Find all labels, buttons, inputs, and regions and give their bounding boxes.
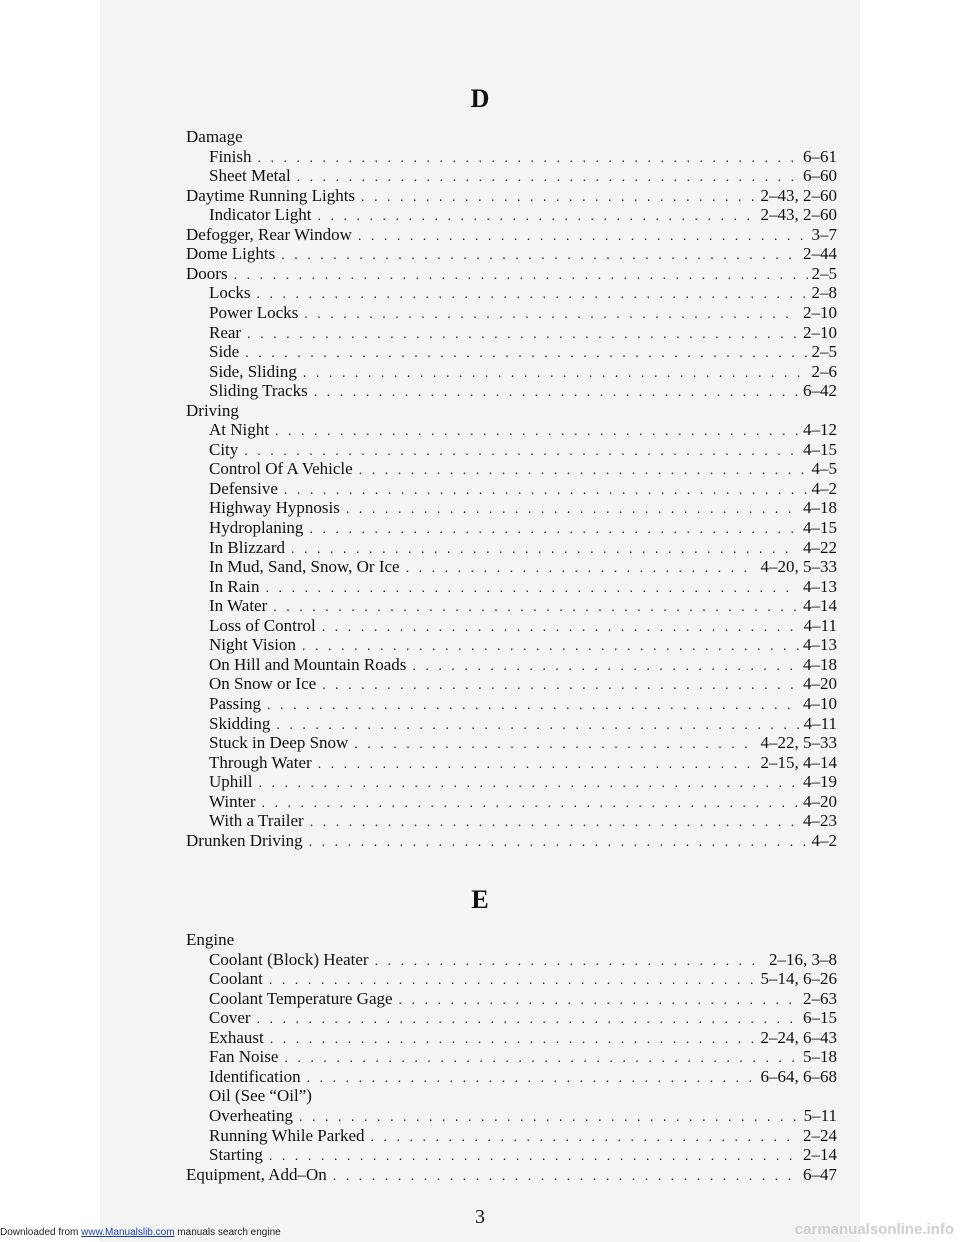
section-letter-e: E	[471, 885, 489, 914]
index-entry	[186, 831, 837, 851]
entry-page-ref: 4–22	[803, 537, 837, 557]
entry-label: With a Trailer	[209, 811, 304, 831]
entry-page-ref: 4–2	[811, 830, 837, 850]
entry-label: Through Water	[209, 752, 312, 772]
entry-label: Starting	[209, 1145, 263, 1165]
entry-label: Indicator Light	[209, 205, 312, 225]
index-entry	[209, 498, 837, 518]
entry-page-ref: 2–6	[811, 361, 837, 381]
entry-page-ref: 6–15	[803, 1008, 837, 1028]
entry-label: Exhaust	[209, 1027, 264, 1047]
index-entry	[209, 303, 837, 323]
entry-label: Oil (See “Oil”)	[209, 1086, 312, 1106]
index-entry	[209, 655, 837, 675]
dot-leader	[309, 833, 808, 853]
entry-page-ref: 2–43, 2–60	[760, 205, 837, 225]
entry-page-ref: 4–15	[803, 518, 837, 537]
entry-page-ref: 4–2	[811, 478, 837, 498]
entry-label: Side, Sliding	[209, 361, 297, 381]
index-entry	[209, 811, 837, 831]
index-entry	[209, 283, 837, 303]
index-entry	[209, 323, 837, 343]
entry-page-ref: 4–20, 5–33	[760, 557, 837, 577]
entry-page-ref: 2–44	[803, 244, 837, 264]
entry-page-ref: 5–18	[803, 1047, 837, 1067]
index-entry	[209, 1008, 837, 1028]
entry-page-ref: 4–5	[811, 459, 837, 479]
entry-page-ref: 3–7	[811, 224, 837, 244]
entry-label: Finish	[209, 146, 252, 166]
entry-page-ref: 6–42	[803, 381, 837, 401]
entry-page-ref: 4–20	[803, 674, 837, 694]
index-entry	[209, 381, 837, 401]
entry-label: In Rain	[209, 576, 260, 596]
entry-label: Fan Noise	[209, 1047, 279, 1067]
index-entry	[209, 518, 837, 538]
entry-label: At Night	[209, 420, 269, 440]
entry-label: Highway Hypnosis	[209, 498, 340, 518]
index-entry	[186, 186, 837, 206]
index-entry	[186, 244, 837, 264]
index-entry	[209, 538, 837, 558]
index-entry	[209, 635, 837, 655]
entry-page-ref: 2–15, 4–14	[760, 752, 837, 772]
entry-page-ref: 2–8	[811, 283, 837, 303]
entry-label: Side	[209, 342, 240, 362]
index-entry	[209, 753, 837, 773]
index-entry	[209, 420, 837, 440]
index-entry	[209, 733, 837, 753]
index-entry	[186, 127, 837, 147]
entry-page-ref: 4–18	[803, 498, 837, 518]
section-letter-d: D	[470, 84, 490, 113]
index-entry	[209, 440, 837, 460]
index-entry	[209, 792, 837, 812]
entry-label: On Hill and Mountain Roads	[209, 654, 407, 674]
entry-page-ref: 2–24	[803, 1125, 837, 1145]
page-number: 3	[475, 1206, 485, 1228]
entry-label: Coolant Temperature Gage	[209, 988, 393, 1008]
entry-page-ref: 6–61	[803, 146, 837, 166]
index-entry	[209, 1047, 837, 1067]
index-entry	[209, 674, 837, 694]
entry-label: Running While Parked	[209, 1125, 365, 1145]
entry-page-ref: 2–24, 6–43	[760, 1027, 837, 1047]
entry-page-ref: 2–5	[811, 263, 837, 283]
entry-label: Hydroplaning	[209, 518, 304, 537]
download-footer	[0, 1227, 281, 1238]
index-entry	[209, 557, 837, 577]
watermark: carmanualsonline.info	[794, 1221, 954, 1238]
entry-label: Driving	[186, 400, 239, 420]
entry-page-ref: 4–22, 5–33	[760, 733, 837, 753]
entry-page-ref: 5–14, 6–26	[760, 969, 837, 989]
entry-label: Sheet Metal	[209, 166, 291, 186]
entry-page-ref: 4–13	[803, 635, 837, 655]
entry-page-ref: 2–63	[803, 988, 837, 1008]
entry-label: Identification	[209, 1066, 301, 1086]
entry-page-ref: 6–64, 6–68	[760, 1066, 837, 1086]
entry-label: Rear	[209, 322, 242, 342]
manualslib-link[interactable]: www.Manualslib.com	[81, 1227, 175, 1238]
entry-label: Engine	[186, 930, 235, 949]
footer-suffix: manuals search engine	[174, 1227, 281, 1238]
entry-label: Damage	[186, 127, 243, 146]
entry-label: Locks	[209, 283, 251, 303]
index-entry	[209, 1106, 837, 1126]
index-entry	[186, 1165, 837, 1185]
entry-label: Winter	[209, 791, 256, 811]
index-entry	[209, 479, 837, 499]
index-entry	[209, 577, 837, 597]
index-entry	[209, 616, 837, 636]
entry-page-ref: 4–18	[803, 654, 837, 674]
index-entry	[186, 264, 837, 284]
index-entry	[209, 694, 837, 714]
index-entry	[186, 225, 837, 245]
entry-label: Passing	[209, 693, 261, 713]
entry-label: Loss of Control	[209, 615, 316, 635]
entry-page-ref: 4–13	[803, 576, 837, 596]
entry-label: Overheating	[209, 1105, 294, 1125]
index-entry	[209, 596, 837, 616]
index-entry	[209, 1028, 837, 1048]
entry-label: In Mud, Sand, Snow, Or Ice	[209, 557, 400, 577]
index-entry	[209, 1126, 837, 1146]
entry-page-ref: 2–43, 2–60	[760, 185, 837, 205]
entry-page-ref: 4–11	[803, 615, 837, 635]
index-entry	[209, 1086, 837, 1106]
entry-page-ref: 4–23	[803, 811, 837, 831]
entry-label: Doors	[186, 263, 228, 283]
entry-page-ref: 6–47	[803, 1164, 837, 1184]
entry-label: In Blizzard	[209, 537, 285, 557]
entry-label: Cover	[209, 1008, 251, 1028]
entry-label: Control Of A Vehicle	[209, 459, 353, 479]
entry-page-ref: 2–14	[803, 1145, 837, 1165]
entry-label: Defensive	[209, 478, 278, 498]
index-entry	[186, 401, 837, 421]
footer-prefix: Downloaded from	[0, 1227, 82, 1238]
entry-label: Skidding	[209, 713, 271, 733]
index-entry	[209, 714, 837, 734]
entry-label: City	[209, 439, 239, 459]
entry-page-ref: 4–10	[803, 693, 837, 713]
entry-label: Coolant (Block) Heater	[209, 949, 369, 969]
index-entry	[209, 1145, 837, 1165]
index-entry	[209, 459, 837, 479]
entry-label: Dome Lights	[186, 244, 276, 264]
entry-label: Daytime Running Lights	[186, 185, 356, 205]
entry-page-ref: 5–11	[803, 1105, 837, 1125]
index-entry	[209, 205, 837, 225]
entry-page-ref: 4–15	[803, 439, 837, 459]
index-entry	[209, 989, 837, 1009]
entry-label: Power Locks	[209, 302, 299, 322]
entry-page-ref: 4–20	[803, 791, 837, 811]
entry-page-ref: 2–10	[803, 302, 837, 322]
entry-page-ref: 4–11	[803, 713, 837, 733]
entry-label: Coolant	[209, 969, 263, 989]
index-entry	[209, 1067, 837, 1087]
entry-label: Defogger, Rear Window	[186, 224, 352, 244]
entry-page-ref: 2–16, 3–8	[769, 949, 837, 969]
entry-page-ref: 4–19	[803, 772, 837, 792]
entry-label: Sliding Tracks	[209, 381, 308, 401]
index-entry	[209, 772, 837, 792]
index-entry	[209, 166, 837, 186]
entry-label: Equipment, Add–On	[186, 1164, 327, 1184]
index-entry	[209, 969, 837, 989]
entry-page-ref: 2–10	[803, 322, 837, 342]
dot-leader	[333, 1167, 799, 1187]
entry-page-ref: 4–14	[803, 596, 837, 616]
index-entry	[209, 342, 837, 362]
index-entry	[209, 147, 837, 167]
entry-label: On Snow or Ice	[209, 674, 317, 694]
entry-label: Drunken Driving	[186, 830, 303, 850]
entry-label: In Water	[209, 596, 268, 616]
entry-label: Night Vision	[209, 635, 296, 655]
entry-label: Stuck in Deep Snow	[209, 733, 349, 753]
index-entry	[209, 950, 837, 970]
entry-page-ref: 6–60	[803, 166, 837, 186]
index-entry	[209, 362, 837, 382]
entry-label: Uphill	[209, 772, 253, 792]
index-entry	[186, 930, 837, 950]
entry-page-ref: 2–5	[811, 342, 837, 362]
entry-page-ref: 4–12	[803, 420, 837, 440]
